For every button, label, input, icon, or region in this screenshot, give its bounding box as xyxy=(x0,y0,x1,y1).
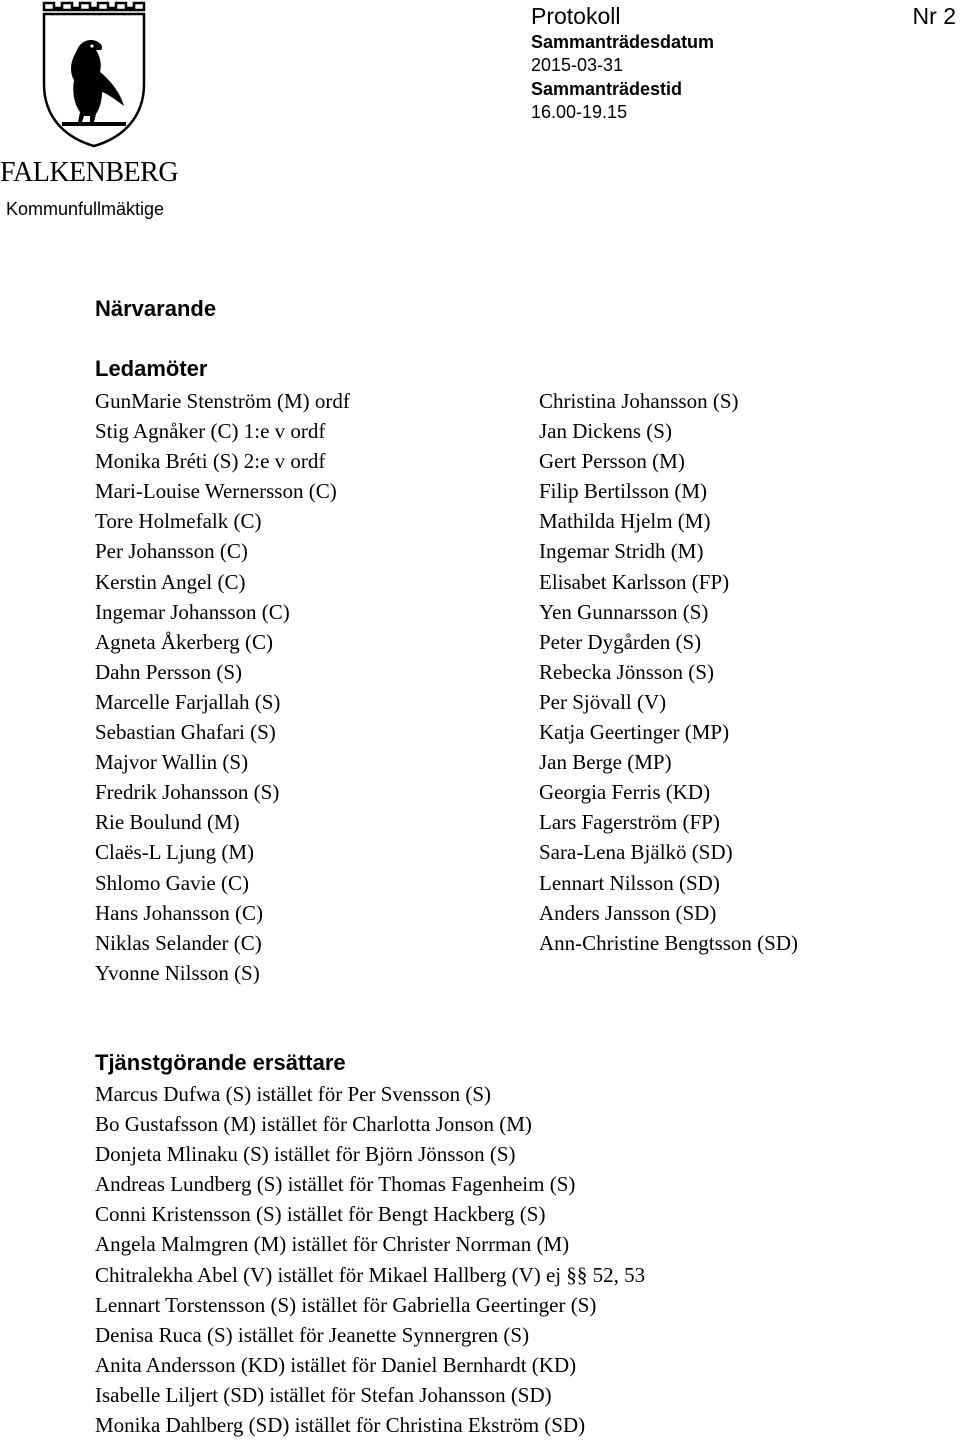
member-row: Georgia Ferris (KD) xyxy=(539,780,711,805)
date-value: 2015-03-31 xyxy=(531,55,624,75)
present-heading: Närvarande xyxy=(95,296,217,321)
substitute-row: Conni Kristensson (S) istället för Bengt Hackberg (S) xyxy=(95,1202,546,1227)
falkenberg-coat-of-arms-icon xyxy=(40,0,148,148)
member-row: Gert Persson (M) xyxy=(539,449,685,474)
time-label: Sammanträdestid xyxy=(531,79,683,99)
member-row: Dahn Persson (S) xyxy=(95,659,242,684)
member-row: Stig Agnåker (C) 1:e v ordf xyxy=(95,419,326,444)
member-row: Lars Fagerström (FP) xyxy=(539,810,720,835)
brand-name: FALKENBERG xyxy=(0,157,179,188)
member-row: Ingemar Stridh (M) xyxy=(539,539,704,564)
member-row: Per Sjövall (V) xyxy=(539,689,667,714)
member-row: Jan Dickens (S) xyxy=(539,419,672,444)
member-row: Ann-Christine Bengtsson (SD) xyxy=(539,930,798,955)
member-row: Tore Holmefalk (C) xyxy=(95,509,262,534)
substitutes-list xyxy=(95,1079,645,1440)
date-label: Sammanträdesdatum xyxy=(531,32,715,52)
member-row: Katja Geertinger (MP) xyxy=(539,720,730,745)
document-meta xyxy=(531,2,714,124)
substitute-row: Monika Dahlberg (SD) istället för Christina Ekström (SD) xyxy=(95,1413,586,1438)
member-row: Jan Berge (MP) xyxy=(539,750,672,775)
member-row: Kerstin Angel (C) xyxy=(95,569,246,594)
members-left-column xyxy=(95,386,350,988)
members-heading: Ledamöter xyxy=(95,356,208,381)
organization-name: Kommunfullmäktige xyxy=(6,199,165,219)
substitute-row: Lennart Torstensson (S) istället för Gabriella Geertinger (S) xyxy=(95,1292,597,1317)
substitute-row: Marcus Dufwa (S) istället för Per Svensson (S) xyxy=(95,1082,492,1106)
member-row: Monika Bréti (S) 2:e v ordf xyxy=(95,449,326,474)
substitute-row: Bo Gustafsson (M) istället för Charlotta Jonson (M) xyxy=(95,1112,532,1137)
member-row: Ingemar Johansson (C) xyxy=(95,599,290,624)
substitute-row: Donjeta Mlinaku (S) istället för Björn Jönsson (S) xyxy=(95,1142,516,1167)
member-row: Yen Gunnarsson (S) xyxy=(539,599,709,624)
member-row: Christina Johansson (S) xyxy=(539,389,739,413)
member-row: Claës-L Ljung (M) xyxy=(95,840,255,865)
substitutes-heading: Tjänstgörande ersättare xyxy=(95,1050,346,1075)
document-title: Protokoll xyxy=(531,3,621,29)
member-row: Hans Johansson (C) xyxy=(95,900,263,925)
member-row: Majvor Wallin (S) xyxy=(95,750,249,775)
member-row: GunMarie Stenström (M) ordf xyxy=(95,389,350,413)
document-number: Nr 2 xyxy=(912,3,956,29)
substitute-row: Isabelle Liljert (SD) istället för Stefan Johansson (SD) xyxy=(95,1382,552,1407)
member-row: Rebecka Jönsson (S) xyxy=(539,659,714,684)
member-row: Sara-Lena Bjälkö (SD) xyxy=(539,840,733,865)
members-right-column xyxy=(539,386,798,958)
substitute-row: Chitralekha Abel (V) istället för Mikael Hallberg (V) ej §§ 52, 53 xyxy=(95,1262,646,1287)
substitute-row: Anita Andersson (KD) istället för Daniel Bernhardt (KD) xyxy=(95,1352,577,1377)
substitute-row: Angela Malmgren (M) istället för Christer Norrman (M) xyxy=(95,1232,570,1257)
member-row: Yvonne Nilsson (S) xyxy=(95,960,260,985)
member-row: Elisabet Karlsson (FP) xyxy=(539,569,730,594)
member-row: Marcelle Farjallah (S) xyxy=(95,689,281,714)
member-row: Fredrik Johansson (S) xyxy=(95,780,280,805)
time-value: 16.00-19.15 xyxy=(531,102,628,122)
member-row: Per Johansson (C) xyxy=(95,539,248,564)
member-row: Niklas Selander (C) xyxy=(95,930,262,955)
member-row: Anders Jansson (SD) xyxy=(539,900,717,925)
substitute-row: Denisa Ruca (S) istället för Jeanette Synnergren (S) xyxy=(95,1322,530,1347)
member-row: Sebastian Ghafari (S) xyxy=(95,720,276,745)
member-row: Peter Dygården (S) xyxy=(539,629,702,654)
member-row: Agneta Åkerberg (C) xyxy=(95,629,274,654)
member-row: Mari-Louise Wernersson (C) xyxy=(95,479,337,504)
member-row: Rie Boulund (M) xyxy=(95,810,240,835)
substitute-row: Andreas Lundberg (S) istället för Thomas Fagenheim (S) xyxy=(95,1172,576,1197)
member-row: Lennart Nilsson (SD) xyxy=(539,870,720,895)
member-row: Filip Bertilsson (M) xyxy=(539,479,708,504)
member-row: Mathilda Hjelm (M) xyxy=(539,509,711,534)
member-row: Shlomo Gavie (C) xyxy=(95,870,249,895)
